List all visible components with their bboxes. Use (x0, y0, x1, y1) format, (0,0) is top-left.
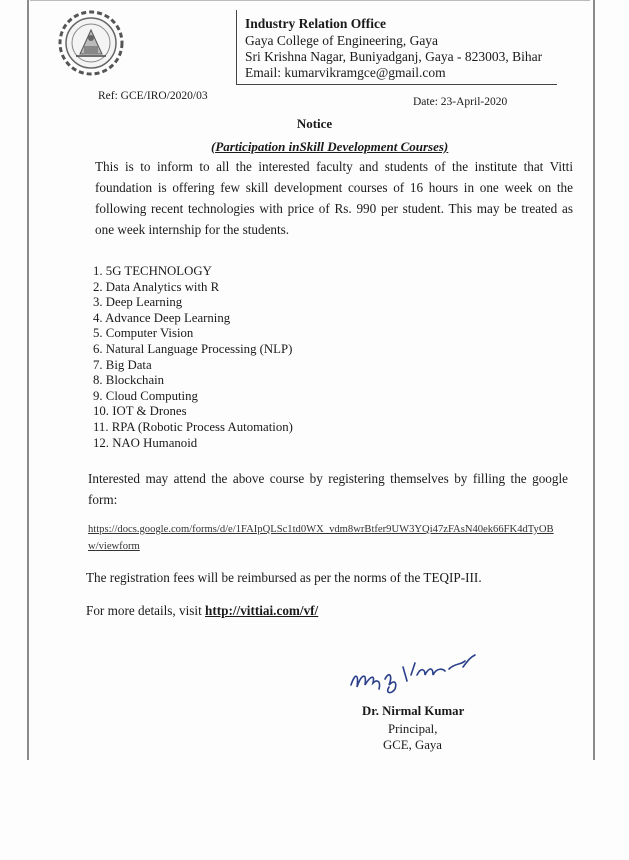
office-name: Industry Relation Office (245, 16, 386, 31)
signatory-name: Dr. Nirmal Kumar (362, 704, 465, 718)
right-margin-rule (593, 0, 595, 760)
list-item: 9. Cloud Computing (93, 388, 198, 403)
top-border (30, 0, 590, 1)
notice-subtitle: (Participation inSkill Development Courses) (211, 139, 449, 154)
contact-email: Email: kumarvikramgce@gmail.com (245, 65, 446, 80)
signatory-designation: Principal, (388, 722, 438, 736)
google-form-link[interactable]: https://docs.google.com/forms/d/e/1FAIpQLSc1td0WX_vdm8wrBtfer9UW3YQi47zFAsN40ek66FK4dTyOBw/viewform (88, 524, 554, 552)
list-item: 10. IOT & Drones (93, 404, 187, 419)
college-name: Gaya College of Engineering, Gaya (245, 33, 439, 48)
notice-date: Date: 23-April-2020 (413, 96, 508, 108)
reference-number: Ref: GCE/IRO/2020/03 (98, 90, 208, 102)
list-item: 12. NAO Humanoid (93, 435, 198, 450)
list-item: 4. Advance Deep Learning (93, 310, 231, 325)
handwritten-signature-icon (345, 645, 480, 700)
college-address: Sri Krishna Nagar, Buniyadganj, Gaya - 823003, Bihar (245, 49, 543, 64)
list-item: 11. RPA (Robotic Process Automation) (93, 419, 293, 434)
page-title: Notice (296, 116, 333, 131)
details-line (86, 603, 318, 619)
letterhead (236, 10, 557, 85)
list-item: 6. Natural Language Processing (NLP) (93, 341, 293, 356)
list-item: 8. Blockchain (93, 373, 165, 388)
list-item: 3. Deep Learning (93, 295, 183, 310)
reimbursement-note: The registration fees will be reimbursed as per the norms of the TEQIP-III. (86, 570, 482, 585)
course-list (93, 264, 293, 451)
registration-paragraph: Interested may attend the above course by registering themselves by filling the google form: (88, 471, 568, 507)
intro-paragraph: This is to inform to all the interested faculty and students of the institute that Vitti foundation is offering few skill development courses of 16 hours in one week on the following recent technologies with price of Rs. 990 per student. This may be treated as one week internship for the students. (95, 159, 573, 237)
signatory-institution: GCE, Gaya (383, 738, 442, 752)
college-emblem-icon (58, 10, 124, 76)
details-prefix: For more details, visit (86, 603, 206, 618)
left-margin-rule (27, 0, 29, 760)
list-item: 7. Big Data (93, 357, 152, 372)
list-item: 2. Data Analytics with R (93, 279, 220, 294)
website-link[interactable]: http://vittiai.com/vf/ (205, 603, 319, 618)
list-item: 5. Computer Vision (93, 326, 194, 341)
list-item: 1. 5G TECHNOLOGY (93, 264, 212, 278)
